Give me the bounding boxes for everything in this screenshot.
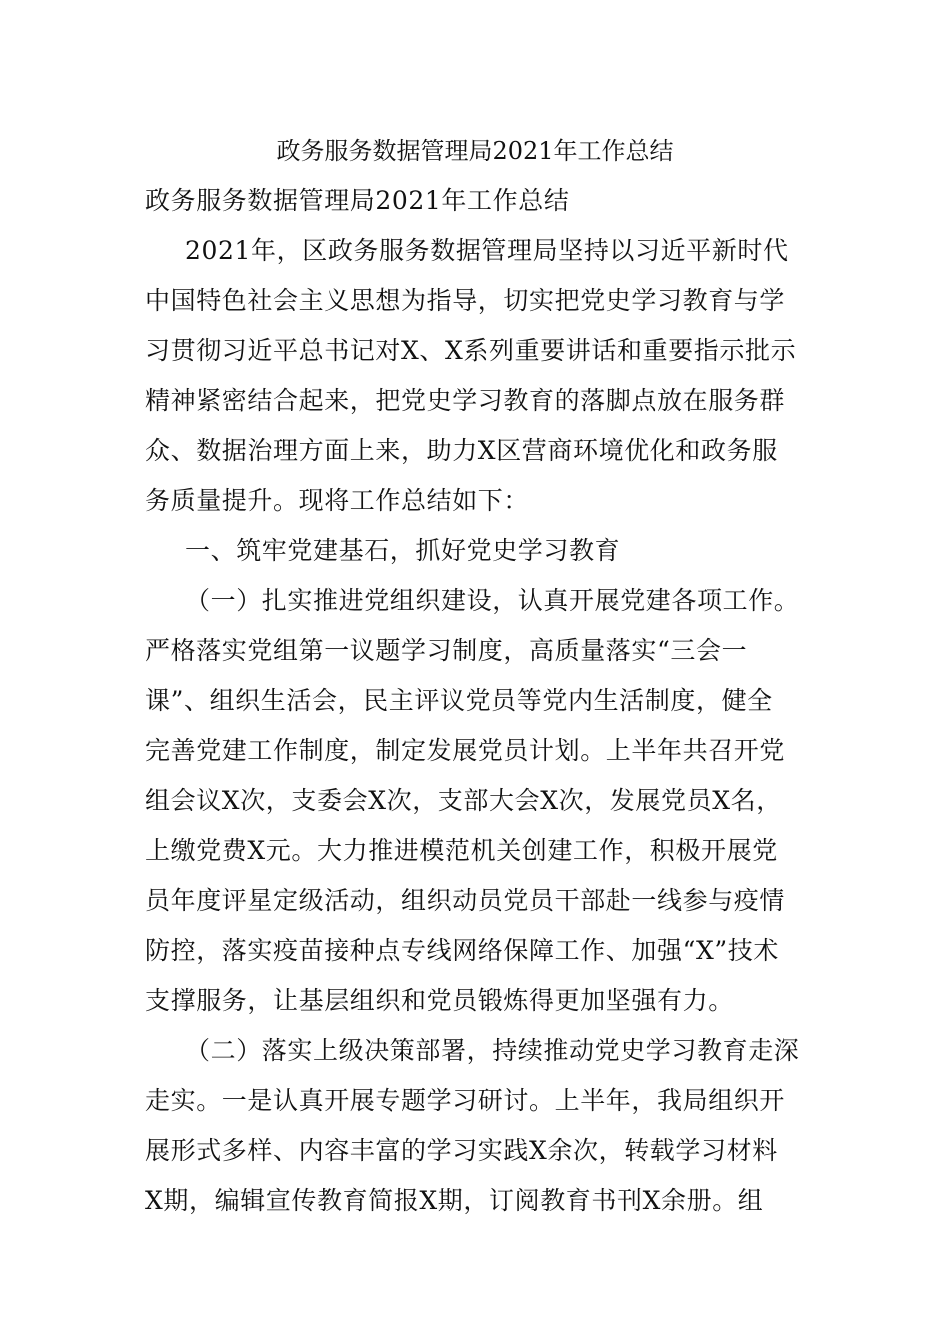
subsection-heading: （二）落实上级决策部署，持续推动党史学习教育走深 [185, 1036, 800, 1065]
paragraph-line: 精神紧密结合起来，把党史学习教育的落脚点放在服务群 [145, 386, 786, 415]
paragraph-line: 上缴党费X元。大力推进模范机关创建工作，积极开展党 [145, 836, 778, 865]
document-title: 政务服务数据管理局2021年工作总结 [276, 137, 674, 165]
paragraph-line: 走实。一是认真开展专题学习研讨。上半年，我局组织开 [145, 1086, 786, 1115]
paragraph-line: 员年度评星定级活动，组织动员党员干部赴一线参与疫情 [145, 886, 786, 915]
paragraph-line: 严格落实党组第一议题学习制度，高质量落实“三会一 [145, 636, 748, 665]
section-heading: 一、筑牢党建基石，抓好党史学习教育 [185, 536, 621, 565]
subsection-heading: （一）扎实推进党组织建设，认真开展党建各项工作。 [185, 586, 800, 615]
paragraph-line: 完善党建工作制度，制定发展党员计划。上半年共召开党 [145, 736, 786, 765]
paragraph-line: 2021年，区政务服务数据管理局坚持以习近平新时代 [185, 236, 789, 265]
document-subtitle: 政务服务数据管理局2021年工作总结 [145, 186, 570, 215]
paragraph-line: 众、数据治理方面上来，助力X区营商环境优化和政务服 [145, 436, 778, 465]
paragraph-line: 组会议X次，支委会X次，支部大会X次，发展党员X名， [145, 786, 782, 815]
paragraph-line: 习贯彻习近平总书记对X、X系列重要讲话和重要指示批示 [145, 336, 797, 365]
paragraph-line: 务质量提升。现将工作总结如下： [145, 486, 530, 515]
paragraph-line: 课”、组织生活会，民主评议党员等党内生活制度，健全 [145, 686, 773, 715]
paragraph-line: 支撑服务，让基层组织和党员锻炼得更加坚强有力。 [145, 986, 734, 1015]
paragraph-line: 展形式多样、内容丰富的学习实践X余次，转载学习材料 [145, 1136, 778, 1165]
paragraph-line: 防控，落实疫苗接种点专线网络保障工作、加强“X”技术 [145, 936, 779, 965]
paragraph-line: 中国特色社会主义思想为指导，切实把党史学习教育与学 [145, 286, 786, 315]
paragraph-line: X期，编辑宣传教育简报X期，订阅教育书刊X余册。组 [145, 1186, 764, 1215]
